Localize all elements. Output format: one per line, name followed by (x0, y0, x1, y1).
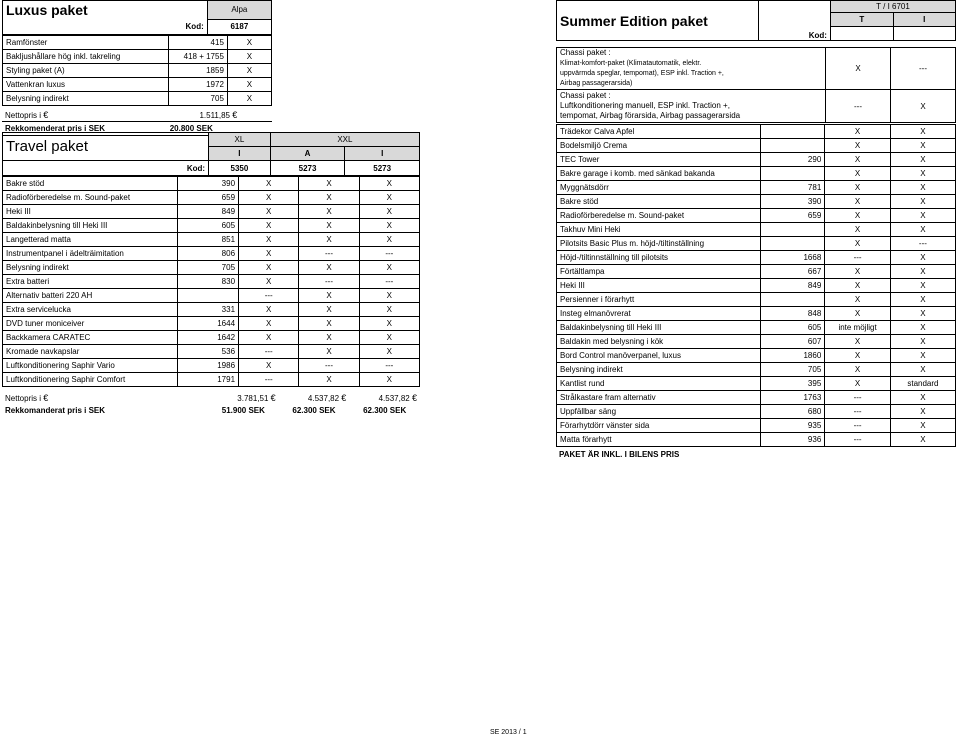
summer-row-name: Bord Control manöverpanel, luxus (557, 349, 761, 363)
luxus-row-kod: 1972 (168, 78, 227, 92)
travel-row-kod: 1986 (178, 359, 239, 373)
table-row (3, 205, 420, 219)
summer-col-i: I (893, 13, 955, 27)
luxus-row-value: X (227, 92, 271, 106)
table-row (557, 307, 956, 321)
travel-row-kod: 849 (178, 205, 239, 219)
summer-row-kod: 781 (761, 181, 825, 195)
summer-row-name: Bakre stöd (557, 195, 761, 209)
travel-row-value: X (359, 205, 419, 219)
summer-row-i: X (890, 307, 955, 321)
luxus-row-kod: 415 (168, 36, 227, 50)
table-row (557, 167, 956, 181)
summer-row-kod: 1668 (761, 251, 825, 265)
summer-row-t: X (825, 307, 891, 321)
table-row (557, 139, 956, 153)
table-row (3, 261, 420, 275)
summer-row-i: X (890, 167, 955, 181)
travel-row-value: X (239, 275, 299, 289)
travel-row-value: X (239, 331, 299, 345)
travel-row-value: X (359, 317, 419, 331)
table-row (557, 251, 956, 265)
table-row (557, 125, 956, 139)
travel-row-value: X (299, 233, 359, 247)
summer-chassi-2-t: --- (826, 90, 891, 123)
travel-row-kod: 1642 (178, 331, 239, 345)
travel-row-value: X (359, 331, 419, 345)
summer-row-i: X (890, 265, 955, 279)
summer-row-t: --- (825, 433, 891, 447)
summer-row-t: --- (825, 251, 891, 265)
table-row (557, 349, 956, 363)
summer-row-name: Bakre garage i komb. med sänkad bakanda (557, 167, 761, 181)
travel-rek-label: Rekkomanderat pris i SEK (5, 406, 106, 415)
summer-row-name: Baldakin med belysning i kök (557, 335, 761, 349)
summer-row-kod: 395 (761, 377, 825, 391)
travel-row-kod: 605 (178, 219, 239, 233)
summer-row-t: X (825, 293, 891, 307)
table-row (3, 219, 420, 233)
summer-row-kod: 1763 (761, 391, 825, 405)
travel-rek-1: 62.300 SEK (292, 406, 336, 415)
table-row (557, 377, 956, 391)
summer-row-i: X (890, 153, 955, 167)
summer-row-kod (761, 125, 825, 139)
summer-chassi-2-i: X (890, 90, 955, 123)
travel-row-value: --- (299, 359, 359, 373)
travel-row-value: --- (239, 345, 299, 359)
summer-row-kod: 667 (761, 265, 825, 279)
summer-row-name: Trädekor Calva Apfel (557, 125, 761, 139)
summer-row-t: X (825, 363, 891, 377)
travel-xxl-label: XXL (270, 133, 419, 147)
travel-row-kod: 851 (178, 233, 239, 247)
travel-row-kod: 390 (178, 177, 239, 191)
table-row (557, 223, 956, 237)
summer-row-i: X (890, 363, 955, 377)
summer-row-kod (761, 139, 825, 153)
summer-row-name: Heki III (557, 279, 761, 293)
travel-row-name: Belysning indirekt (3, 261, 178, 275)
summer-row-kod: 936 (761, 433, 825, 447)
summer-row-kod: 849 (761, 279, 825, 293)
summer-table (556, 124, 956, 447)
travel-code-2: 5273 (345, 161, 420, 176)
summer-section (556, 0, 958, 459)
travel-row-value: X (239, 205, 299, 219)
luxus-kod-value: 6187 (207, 19, 271, 35)
table-row (3, 373, 420, 387)
summer-row-i: X (890, 391, 955, 405)
table-row (3, 50, 272, 64)
travel-row-value: X (299, 261, 359, 275)
travel-code-1: 5273 (270, 161, 345, 176)
summer-row-i: X (890, 139, 955, 153)
luxus-netto-label: Nettopris i € (5, 109, 49, 120)
travel-row-value: --- (359, 359, 419, 373)
summer-row-name: Insteg elmanövrerat (557, 307, 761, 321)
summer-row-kod (761, 167, 825, 181)
luxus-row-name: Vattenkran luxus (3, 78, 169, 92)
table-row (557, 419, 956, 433)
luxus-alpa-label: Alpa (207, 1, 271, 20)
summer-row-kod (761, 223, 825, 237)
travel-row-kod: 536 (178, 345, 239, 359)
table-row (557, 335, 956, 349)
travel-row-value: X (299, 219, 359, 233)
summer-row-kod (761, 293, 825, 307)
table-row (557, 181, 956, 195)
travel-row-value: X (359, 191, 419, 205)
summer-row-i: standard (890, 377, 955, 391)
table-row (557, 405, 956, 419)
travel-row-value: X (239, 177, 299, 191)
table-row (3, 331, 420, 345)
summer-row-t: X (825, 265, 891, 279)
summer-row-kod (761, 237, 825, 251)
summer-footer: PAKET ÄR INKL. I BILENS PRIS (559, 450, 680, 459)
summer-row-t: X (825, 349, 891, 363)
summer-row-t: X (825, 237, 891, 251)
travel-row-value: X (239, 261, 299, 275)
travel-row-kod (178, 289, 239, 303)
luxus-table (2, 35, 272, 106)
travel-row-value: X (359, 345, 419, 359)
summer-title: Summer Edition paket (557, 1, 759, 41)
table-row (3, 317, 420, 331)
summer-row-kod: 680 (761, 405, 825, 419)
table-row (557, 209, 956, 223)
travel-row-kod: 331 (178, 303, 239, 317)
luxus-title: Luxus paket (3, 1, 208, 20)
travel-row-kod: 830 (178, 275, 239, 289)
summer-row-i: X (890, 279, 955, 293)
luxus-row-value: X (227, 36, 271, 50)
summer-row-i: X (890, 125, 955, 139)
travel-rek-0: 51.900 SEK (221, 406, 265, 415)
summer-row-kod: 659 (761, 209, 825, 223)
travel-row-name: Radioförberedelse m. Sound-paket (3, 191, 178, 205)
luxus-row-kod: 705 (168, 92, 227, 106)
travel-row-value: X (359, 303, 419, 317)
table-row (557, 153, 956, 167)
travel-row-kod: 806 (178, 247, 239, 261)
summer-row-kod: 935 (761, 419, 825, 433)
travel-row-name: Luftkonditionering Saphir Vario (3, 359, 178, 373)
travel-row-value: X (359, 373, 419, 387)
travel-sub-0: I (209, 147, 271, 161)
summer-row-i: X (890, 405, 955, 419)
summer-model-label: T / I 6701 (830, 1, 955, 13)
luxus-row-kod: 1859 (168, 64, 227, 78)
summer-row-t: X (825, 181, 891, 195)
table-row (557, 321, 956, 335)
travel-row-value: X (359, 233, 419, 247)
summer-row-kod: 607 (761, 335, 825, 349)
travel-row-name: Heki III (3, 205, 178, 219)
table-row (557, 363, 956, 377)
travel-title: Travel paket (3, 133, 209, 161)
luxus-rek-value: 20.800 SEK (142, 122, 240, 136)
travel-row-value: X (299, 373, 359, 387)
luxus-rek-label: Rekkomenderat pris i SEK (2, 122, 142, 136)
summer-row-i: X (890, 433, 955, 447)
summer-row-i: X (890, 335, 955, 349)
travel-row-value: X (239, 359, 299, 373)
summer-row-kod: 290 (761, 153, 825, 167)
table-row (557, 433, 956, 447)
travel-kod-label: Kod: (3, 161, 209, 176)
travel-row-kod: 705 (178, 261, 239, 275)
summer-row-name: Belysning indirekt (557, 363, 761, 377)
summer-row-name: Förarhytdörr vänster sida (557, 419, 761, 433)
summer-row-name: Persienner i förarhytt (557, 293, 761, 307)
table-row (557, 195, 956, 209)
summer-row-t: inte möjligt (825, 321, 891, 335)
luxus-netto-value: 1.511,85 € (199, 109, 238, 120)
luxus-row-value: X (227, 50, 271, 64)
summer-row-kod: 705 (761, 363, 825, 377)
page-footer: SE 2013 / 1 (490, 729, 527, 736)
travel-sub-2: I (345, 147, 420, 161)
travel-row-value: X (239, 303, 299, 317)
summer-row-name: Takhuv Mini Heki (557, 223, 761, 237)
travel-row-value: X (299, 289, 359, 303)
summer-row-name: Kantlist rund (557, 377, 761, 391)
summer-chassi-2: Chassi paket : Luftkonditionering manuell, ESP inkl. Traction +, tempomat, Airbag förarsida, Airbag passagerarsida (557, 90, 826, 123)
travel-row-value: --- (299, 247, 359, 261)
travel-netto-label: Nettopris i € (5, 392, 49, 403)
travel-netto-0: 3.781,51 € (237, 392, 276, 403)
travel-row-value: X (299, 191, 359, 205)
travel-row-name: Luftkonditionering Saphir Comfort (3, 373, 178, 387)
table-row (3, 36, 272, 50)
luxus-row-name: Bakljushållare hög inkl. takreling (3, 50, 169, 64)
summer-row-kod: 390 (761, 195, 825, 209)
summer-row-name: Matta förarhytt (557, 433, 761, 447)
summer-chassi-table (556, 47, 956, 123)
table-row (3, 177, 420, 191)
travel-row-name: DVD tuner moniceiver (3, 317, 178, 331)
travel-sub-1: A (270, 147, 345, 161)
travel-row-name: Extra batteri (3, 275, 178, 289)
luxus-row-name: Belysning indirekt (3, 92, 169, 106)
table-row (557, 265, 956, 279)
summer-row-t: X (825, 153, 891, 167)
luxus-row-value: X (227, 64, 271, 78)
travel-row-kod: 659 (178, 191, 239, 205)
summer-row-t: X (825, 223, 891, 237)
summer-chassi-1: Chassi paket : Klimat-komfort-paket (Klimatautomatik, elektr. uppvärmda speglar, tempomat), ESP inkl. Traction +, Airbag passagerarsida) (557, 48, 826, 90)
table-row (557, 237, 956, 251)
travel-row-name: Instrumentpanel i ädelträimitation (3, 247, 178, 261)
table-row (3, 191, 420, 205)
summer-row-name: Förtältlampa (557, 265, 761, 279)
summer-row-t: X (825, 377, 891, 391)
summer-row-t: X (825, 195, 891, 209)
travel-row-kod: 1791 (178, 373, 239, 387)
summer-row-t: --- (825, 405, 891, 419)
table-row (3, 233, 420, 247)
travel-row-value: X (359, 177, 419, 191)
luxus-row-name: Styling paket (A) (3, 64, 169, 78)
travel-row-value: X (239, 317, 299, 331)
table-row (3, 92, 272, 106)
summer-row-t: X (825, 279, 891, 293)
summer-row-name: Strålkastare fram alternativ (557, 391, 761, 405)
summer-row-i: X (890, 223, 955, 237)
travel-section (2, 132, 422, 417)
summer-row-name: Bodelsmiljö Crema (557, 139, 761, 153)
travel-row-value: --- (239, 373, 299, 387)
travel-row-value: X (239, 219, 299, 233)
travel-row-value: --- (359, 275, 419, 289)
travel-row-value: X (239, 233, 299, 247)
travel-netto-2: 4.537,82 € (378, 392, 417, 403)
luxus-section (2, 0, 272, 136)
travel-row-value: X (299, 317, 359, 331)
travel-row-value: --- (239, 289, 299, 303)
summer-row-i: X (890, 181, 955, 195)
luxus-row-name: Ramfönster (3, 36, 169, 50)
summer-row-name: Uppfällbar säng (557, 405, 761, 419)
travel-row-value: X (359, 261, 419, 275)
summer-row-i: X (890, 251, 955, 265)
summer-row-t: X (825, 139, 891, 153)
luxus-row-value: X (227, 78, 271, 92)
summer-row-i: X (890, 321, 955, 335)
travel-code-0: 5350 (209, 161, 271, 176)
luxus-row-kod: 418 + 1755 (168, 50, 227, 64)
summer-kod-label: Kod: (758, 1, 830, 41)
summer-chassi-1-t: X (826, 48, 891, 90)
travel-netto-1: 4.537,82 € (307, 392, 347, 403)
summer-row-kod: 848 (761, 307, 825, 321)
summer-row-kod: 605 (761, 321, 825, 335)
summer-row-i: X (890, 195, 955, 209)
table-row (3, 345, 420, 359)
table-row (3, 64, 272, 78)
travel-row-value: --- (299, 275, 359, 289)
table-row (557, 391, 956, 405)
travel-row-value: X (239, 191, 299, 205)
travel-row-value: X (359, 289, 419, 303)
summer-chassi-1-i: --- (890, 48, 955, 90)
travel-xl-label: XL (209, 133, 271, 147)
travel-row-name: Langetterad matta (3, 233, 178, 247)
travel-row-value: X (299, 331, 359, 345)
travel-row-name: Kromade navkapslar (3, 345, 178, 359)
summer-row-t: --- (825, 419, 891, 433)
summer-row-kod: 1860 (761, 349, 825, 363)
summer-row-name: TEC Tower (557, 153, 761, 167)
summer-row-t: --- (825, 391, 891, 405)
travel-row-name: Extra servicelucka (3, 303, 178, 317)
table-row (557, 293, 956, 307)
summer-row-t: X (825, 209, 891, 223)
summer-row-i: X (890, 419, 955, 433)
luxus-kod-label: Kod: (3, 19, 208, 35)
summer-row-t: X (825, 335, 891, 349)
table-row (3, 359, 420, 373)
summer-row-name: Pilotsits Basic Plus m. höjd-/tiltinställning (557, 237, 761, 251)
summer-row-t: X (825, 125, 891, 139)
table-row (557, 279, 956, 293)
travel-row-value: X (299, 177, 359, 191)
travel-row-name: Alternativ batteri 220 AH (3, 289, 178, 303)
summer-col-t: T (830, 13, 893, 27)
table-row (3, 78, 272, 92)
table-row (3, 247, 420, 261)
table-row (3, 289, 420, 303)
travel-row-value: X (239, 247, 299, 261)
travel-table (2, 176, 420, 387)
travel-row-name: Bakre stöd (3, 177, 178, 191)
summer-row-i: X (890, 209, 955, 223)
travel-row-value: X (299, 303, 359, 317)
table-row (3, 275, 420, 289)
travel-row-value: X (299, 205, 359, 219)
travel-row-name: Baldakinbelysning till Heki III (3, 219, 178, 233)
summer-row-name: Myggnätsdörr (557, 181, 761, 195)
summer-row-name: Baldakinbelysning till Heki III (557, 321, 761, 335)
travel-row-value: --- (359, 247, 419, 261)
summer-row-t: X (825, 167, 891, 181)
travel-row-name: Backkamera CARATEC (3, 331, 178, 345)
summer-row-name: Höjd-/tiltinnställning till pilotsits (557, 251, 761, 265)
travel-rek-2: 62.300 SEK (363, 406, 407, 415)
table-row (3, 303, 420, 317)
travel-row-value: X (299, 345, 359, 359)
summer-row-i: X (890, 349, 955, 363)
summer-row-i: --- (890, 237, 955, 251)
summer-row-i: X (890, 293, 955, 307)
travel-row-kod: 1644 (178, 317, 239, 331)
travel-row-value: X (359, 219, 419, 233)
summer-row-name: Radioförberedelse m. Sound-paket (557, 209, 761, 223)
